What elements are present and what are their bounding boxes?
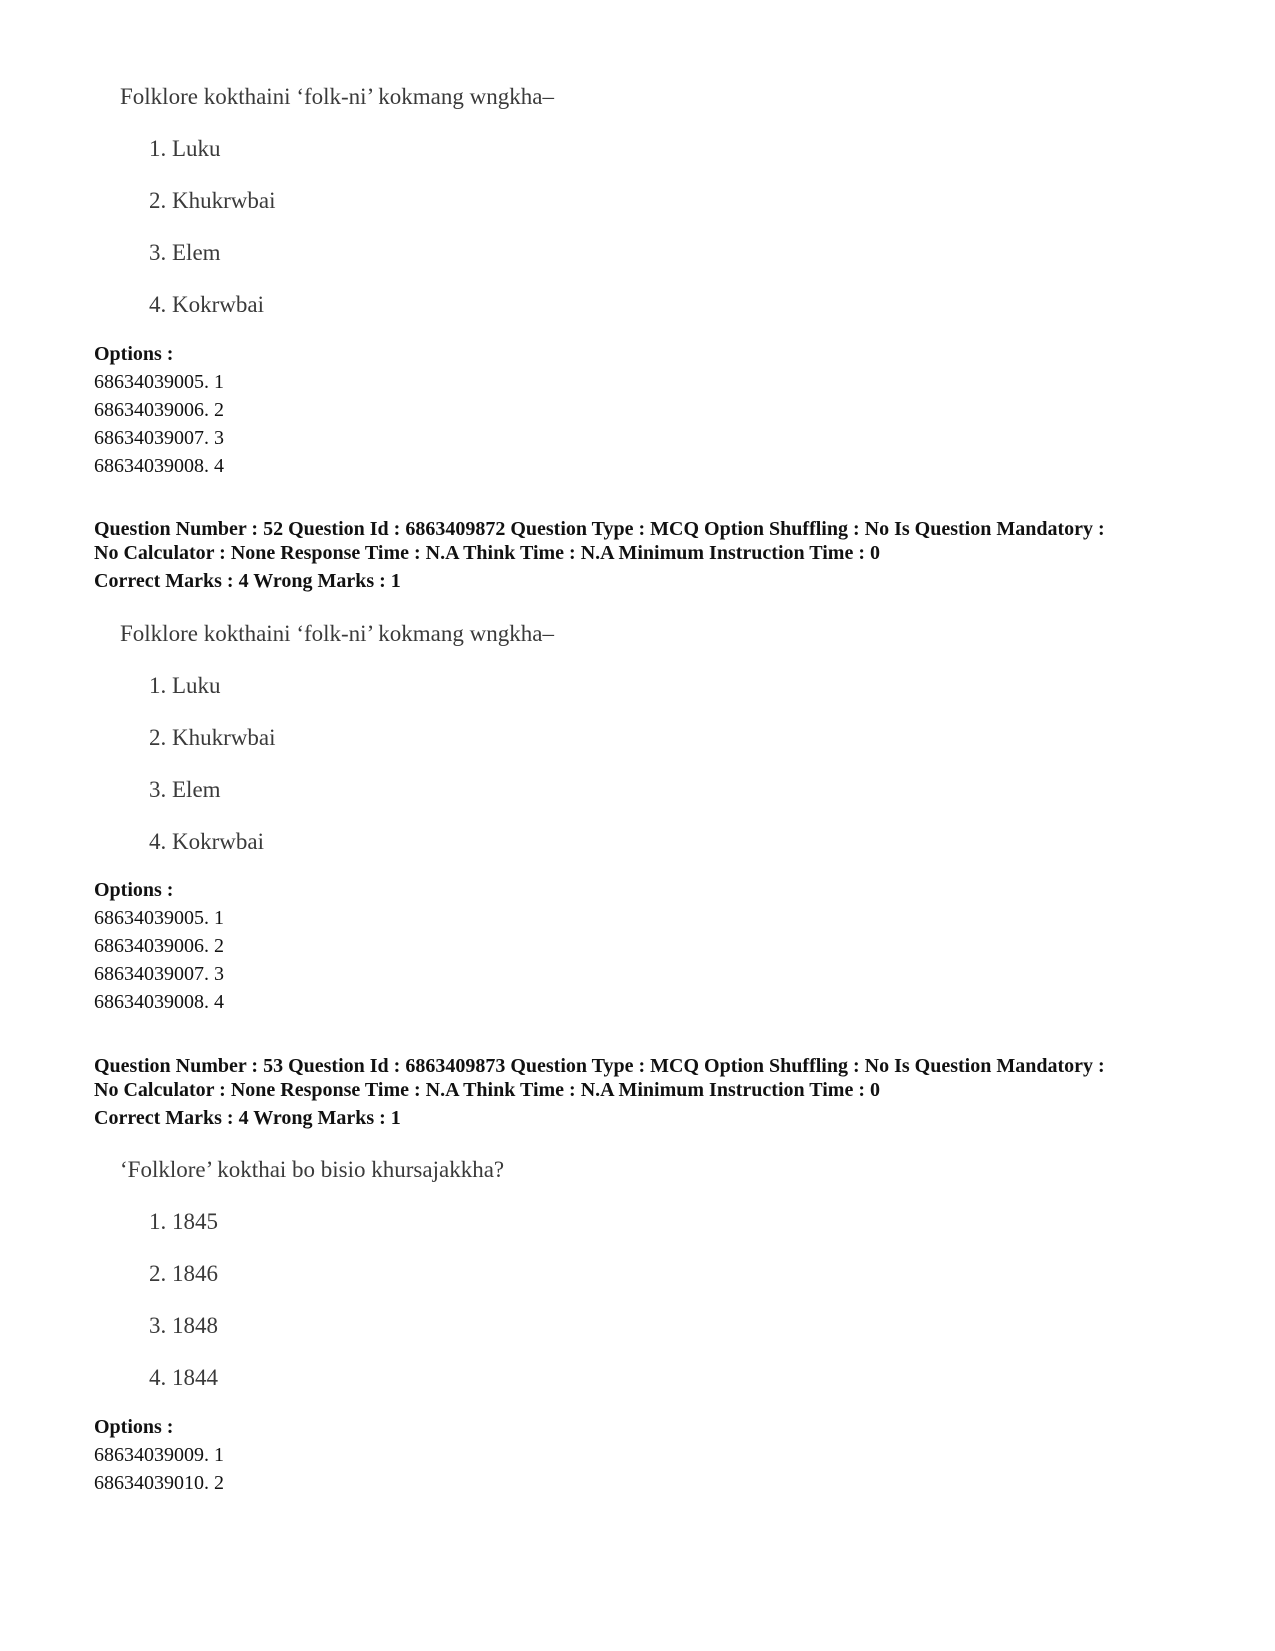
option-id: 68634039008. 4: [94, 455, 224, 477]
choice-4: 4. 1844: [149, 1365, 218, 1390]
question-meta: [94, 517, 1214, 565]
options-label: Options :: [94, 1416, 174, 1438]
choice-1: 1. Luku: [149, 673, 221, 698]
question-stem: Folklore kokthaini ‘folk-ni’ kokmang wngkha–: [120, 84, 554, 109]
choice-3: 3. Elem: [149, 240, 221, 265]
option-id: 68634039005. 1: [94, 907, 224, 929]
choice-1: 1. 1845: [149, 1209, 218, 1234]
option-id: 68634039007. 3: [94, 427, 224, 449]
choice-2: 2. 1846: [149, 1261, 218, 1286]
question-meta: [94, 1054, 1214, 1102]
option-id: 68634039007. 3: [94, 963, 224, 985]
choice-4: 4. Kokrwbai: [149, 829, 264, 854]
meta-line-1: Question Number : 53 Question Id : 6863409873 Question Type : MCQ Option Shuffling : No Is Question Mandatory :: [94, 1055, 1105, 1077]
option-id: 68634039006. 2: [94, 935, 224, 957]
question-marks: Correct Marks : 4 Wrong Marks : 1: [94, 570, 401, 592]
option-id: 68634039010. 2: [94, 1472, 224, 1494]
question-stem: Folklore kokthaini ‘folk-ni’ kokmang wngkha–: [120, 621, 554, 646]
question-stem: ‘Folklore’ kokthai bo bisio khursajakkha?: [120, 1157, 505, 1182]
meta-line-1: Question Number : 52 Question Id : 6863409872 Question Type : MCQ Option Shuffling : No Is Question Mandatory :: [94, 518, 1105, 540]
option-id: 68634039009. 1: [94, 1444, 224, 1466]
option-id: 68634039006. 2: [94, 399, 224, 421]
question-marks: Correct Marks : 4 Wrong Marks : 1: [94, 1107, 401, 1129]
meta-line-2: No Calculator : None Response Time : N.A Think Time : N.A Minimum Instruction Time : 0: [94, 542, 880, 564]
choice-1: 1. Luku: [149, 136, 221, 161]
choice-4: 4. Kokrwbai: [149, 292, 264, 317]
choice-3: 3. Elem: [149, 777, 221, 802]
options-label: Options :: [94, 343, 174, 365]
choice-3: 3. 1848: [149, 1313, 218, 1338]
option-id: 68634039008. 4: [94, 991, 224, 1013]
meta-line-2: No Calculator : None Response Time : N.A Think Time : N.A Minimum Instruction Time : 0: [94, 1079, 880, 1101]
option-id: 68634039005. 1: [94, 371, 224, 393]
options-label: Options :: [94, 879, 174, 901]
choice-2: 2. Khukrwbai: [149, 188, 276, 213]
choice-2: 2. Khukrwbai: [149, 725, 276, 750]
